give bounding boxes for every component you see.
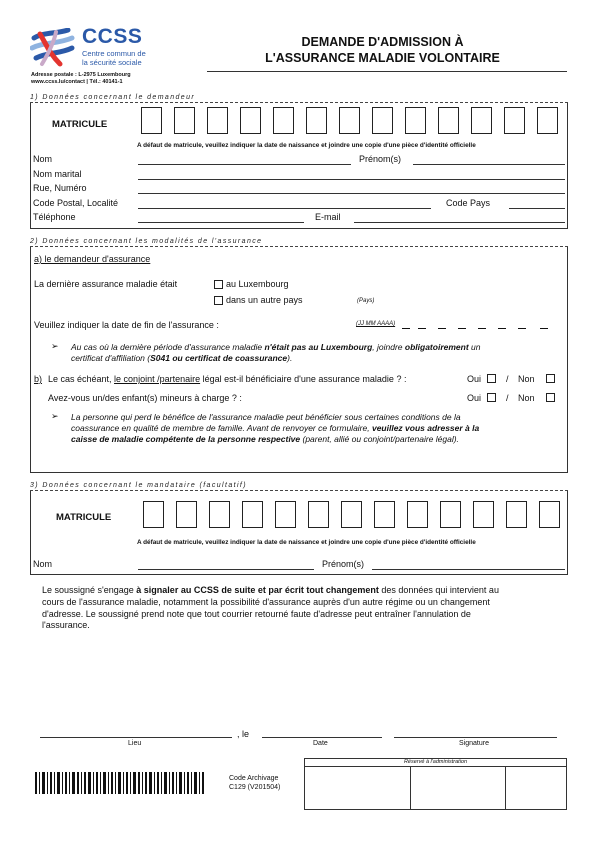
matricule-digit-1[interactable] bbox=[141, 107, 162, 134]
luxembourg-checkbox[interactable] bbox=[214, 280, 223, 289]
enfants-oui-label: Oui bbox=[467, 393, 482, 403]
email-field[interactable] bbox=[354, 222, 565, 223]
mandataire-matricule-boxes[interactable] bbox=[143, 501, 563, 531]
note-2-line-1: La personne qui perd le bénéfice de l'assurance maladie peut bénéficier sous certaines conditions de la bbox=[71, 412, 461, 422]
form-title-line-2: L'ASSURANCE MALADIE VOLONTAIRE bbox=[265, 51, 500, 65]
declaration-line-2: cours de l'assurance maladie, notamment la possibilité d'assurance auprès d'un autre régime ou un changement bbox=[42, 596, 490, 607]
enfants-non-label: Non bbox=[518, 393, 535, 403]
barcode-icon bbox=[35, 772, 207, 794]
pays-hint: (Pays) bbox=[357, 298, 375, 304]
admin-reserved-label: Réservé à l'administration bbox=[403, 759, 468, 765]
matricule-digit-2[interactable] bbox=[174, 107, 195, 134]
matricule-digit-5[interactable] bbox=[273, 107, 294, 134]
mandataire-digit-6[interactable] bbox=[308, 501, 329, 528]
telephone-label: Téléphone bbox=[33, 212, 76, 222]
code-archivage-label: Code Archivage bbox=[229, 775, 279, 782]
mandataire-digit-8[interactable] bbox=[374, 501, 395, 528]
date-dash-6 bbox=[498, 328, 506, 329]
matricule-digit-10[interactable] bbox=[438, 107, 459, 134]
matricule-digit-8[interactable] bbox=[372, 107, 393, 134]
nom-marital-label: Nom marital bbox=[33, 169, 82, 179]
code-archivage-value: C129 (V201504) bbox=[229, 784, 281, 791]
date-dash-4 bbox=[458, 328, 466, 329]
title-underline bbox=[207, 71, 567, 72]
luxembourg-label: au Luxembourg bbox=[226, 279, 289, 289]
note-2-line-3: caisse de maladie compétente de la personne respective (parent, allié ou conjoint/partenaire légal). bbox=[71, 434, 459, 444]
signature-field[interactable] bbox=[394, 737, 557, 738]
ccss-logo-mark-icon bbox=[30, 28, 76, 68]
conjoint-non-checkbox[interactable] bbox=[546, 374, 555, 383]
note-2-arrow-icon: ➢ bbox=[51, 411, 59, 421]
code-postal-field[interactable] bbox=[138, 208, 431, 209]
rue-label: Rue, Numéro bbox=[33, 183, 87, 193]
admin-col-divider-1 bbox=[410, 767, 411, 809]
logo-subtitle-1: Centre commun de bbox=[82, 49, 146, 58]
mandataire-matricule-note: A défaut de matricule, veuillez indiquer la date de naissance et joindre une copie d'une pièce d'identité officielle bbox=[137, 539, 476, 546]
conjoint-non-label: Non bbox=[518, 374, 535, 384]
lieu-field[interactable] bbox=[40, 737, 232, 738]
mandataire-digit-11[interactable] bbox=[473, 501, 494, 528]
matricule-digit-9[interactable] bbox=[405, 107, 426, 134]
matricule-digit-13[interactable] bbox=[537, 107, 558, 134]
note-1-arrow-icon: ➢ bbox=[51, 341, 59, 351]
prenom-field[interactable] bbox=[413, 164, 565, 165]
email-label: E-mail bbox=[315, 212, 341, 222]
mandataire-digit-13[interactable] bbox=[539, 501, 560, 528]
logo-text: CCSS bbox=[82, 25, 143, 48]
postal-address: Adresse postale : L-2975 Luxembourg bbox=[31, 72, 131, 78]
matricule-digit-7[interactable] bbox=[339, 107, 360, 134]
mandataire-digit-5[interactable] bbox=[275, 501, 296, 528]
enfants-oui-checkbox[interactable] bbox=[487, 393, 496, 402]
date-fin-field[interactable] bbox=[400, 322, 568, 330]
section-2-label: 2) Données concernant les modalités de l'assurance bbox=[30, 238, 263, 245]
admin-reserved-header bbox=[305, 759, 566, 767]
matricule-digit-11[interactable] bbox=[471, 107, 492, 134]
nom-marital-field[interactable] bbox=[138, 179, 565, 180]
section-1-label: 1) Données concernant le demandeur bbox=[30, 94, 196, 101]
ccss-logo bbox=[30, 26, 160, 70]
admin-col-divider-2 bbox=[505, 767, 506, 809]
mandataire-digit-1[interactable] bbox=[143, 501, 164, 528]
date-dash-3 bbox=[438, 328, 446, 329]
date-format-hint: (JJ MM AAAA) bbox=[356, 321, 396, 327]
enfants-question: Avez-vous un/des enfant(s) mineurs à charge ? : bbox=[48, 393, 242, 403]
mandataire-digit-2[interactable] bbox=[176, 501, 197, 528]
form-title-line-1: DEMANDE D'ADMISSION À bbox=[301, 35, 464, 49]
note-1-line-2: certificat d'affiliation (S041 ou certificat de coassurance). bbox=[71, 353, 293, 363]
date-dash-5 bbox=[478, 328, 486, 329]
lieu-caption: Lieu bbox=[128, 740, 142, 747]
note-1-line-1: Au cas où la dernière période d'assurance maladie n'était pas au Luxembourg, joindre obligatoirement un bbox=[71, 342, 481, 352]
mandataire-matricule-label: MATRICULE bbox=[56, 512, 112, 523]
conjoint-question: Le cas échéant, le conjoint /partenaire légal est-il bénéficiaire d'une assurance maladie ? : bbox=[48, 374, 407, 384]
enfants-slash: / bbox=[506, 393, 509, 403]
mandataire-digit-12[interactable] bbox=[506, 501, 527, 528]
autre-pays-label: dans un autre pays bbox=[226, 295, 303, 305]
conjoint-oui-label: Oui bbox=[467, 374, 482, 384]
code-pays-label: Code Pays bbox=[446, 198, 491, 208]
mandataire-digit-4[interactable] bbox=[242, 501, 263, 528]
code-pays-field[interactable] bbox=[509, 208, 565, 209]
derniere-assurance-label: La dernière assurance maladie était bbox=[34, 279, 178, 289]
mandataire-nom-label: Nom bbox=[33, 559, 53, 569]
mandataire-digit-9[interactable] bbox=[407, 501, 428, 528]
matricule-boxes[interactable] bbox=[141, 107, 566, 137]
matricule-digit-6[interactable] bbox=[306, 107, 327, 134]
contact-address: www.ccss.lu/contact | Tél.: 40141-1 bbox=[31, 79, 123, 85]
date-dash-1 bbox=[402, 328, 410, 329]
telephone-field[interactable] bbox=[138, 222, 304, 223]
mandataire-digit-10[interactable] bbox=[440, 501, 461, 528]
declaration-line-4: l'assurance. bbox=[42, 620, 90, 631]
date-field[interactable] bbox=[262, 737, 382, 738]
subsection-a-title: a) le demandeur d'assurance bbox=[34, 254, 151, 264]
declaration-text bbox=[42, 585, 552, 632]
date-dash-8 bbox=[540, 328, 548, 329]
enfants-non-checkbox[interactable] bbox=[546, 393, 555, 402]
prenom-label: Prénom(s) bbox=[359, 154, 402, 164]
mandataire-nom-field[interactable] bbox=[138, 569, 314, 570]
matricule-digit-12[interactable] bbox=[504, 107, 525, 134]
le-text: , le bbox=[237, 729, 250, 739]
mandataire-prenom-field[interactable] bbox=[372, 569, 565, 570]
autre-pays-checkbox[interactable] bbox=[214, 296, 223, 305]
conjoint-slash: / bbox=[506, 374, 509, 384]
rue-field[interactable] bbox=[138, 193, 565, 194]
logo-subtitle-2: la sécurité sociale bbox=[82, 58, 142, 67]
signature-caption: Signature bbox=[459, 740, 489, 747]
matricule-note: A défaut de matricule, veuillez indiquer la date de naissance et joindre une copie d'une pièce d'identité officielle bbox=[137, 142, 476, 149]
matricule-label: MATRICULE bbox=[52, 119, 108, 130]
nom-label: Nom bbox=[33, 154, 53, 164]
code-postal-label: Code Postal, Localité bbox=[33, 198, 119, 208]
admin-reserved-box bbox=[304, 758, 567, 810]
mandataire-digit-7[interactable] bbox=[341, 501, 362, 528]
section-3-label: 3) Données concernant le mandataire (facultatif) bbox=[30, 482, 248, 489]
date-fin-label: Veuillez indiquer la date de fin de l'assurance : bbox=[34, 320, 219, 330]
declaration-line-3: d'adresse. Le soussigné prend note que tout courrier retourné faute d'adresse peut entraîner l'annulation de bbox=[42, 608, 471, 619]
declaration-line-1: Le soussigné s'engage à signaler au CCSS de suite et par écrit tout changement des données qui intervient au bbox=[42, 585, 499, 595]
matricule-digit-4[interactable] bbox=[240, 107, 261, 134]
subsection-b-prefix: b) bbox=[34, 374, 43, 384]
date-dash-2 bbox=[418, 328, 426, 329]
mandataire-prenom-label: Prénom(s) bbox=[322, 559, 365, 569]
date-dash-7 bbox=[518, 328, 526, 329]
mandataire-digit-3[interactable] bbox=[209, 501, 230, 528]
conjoint-oui-checkbox[interactable] bbox=[487, 374, 496, 383]
nom-field[interactable] bbox=[138, 164, 351, 165]
date-caption: Date bbox=[313, 740, 328, 747]
matricule-digit-3[interactable] bbox=[207, 107, 228, 134]
note-2-line-2: coassurance en qualité de membre de famille. Avant de renvoyer ce formulaire, veuillez vous adresser à la bbox=[71, 423, 480, 433]
